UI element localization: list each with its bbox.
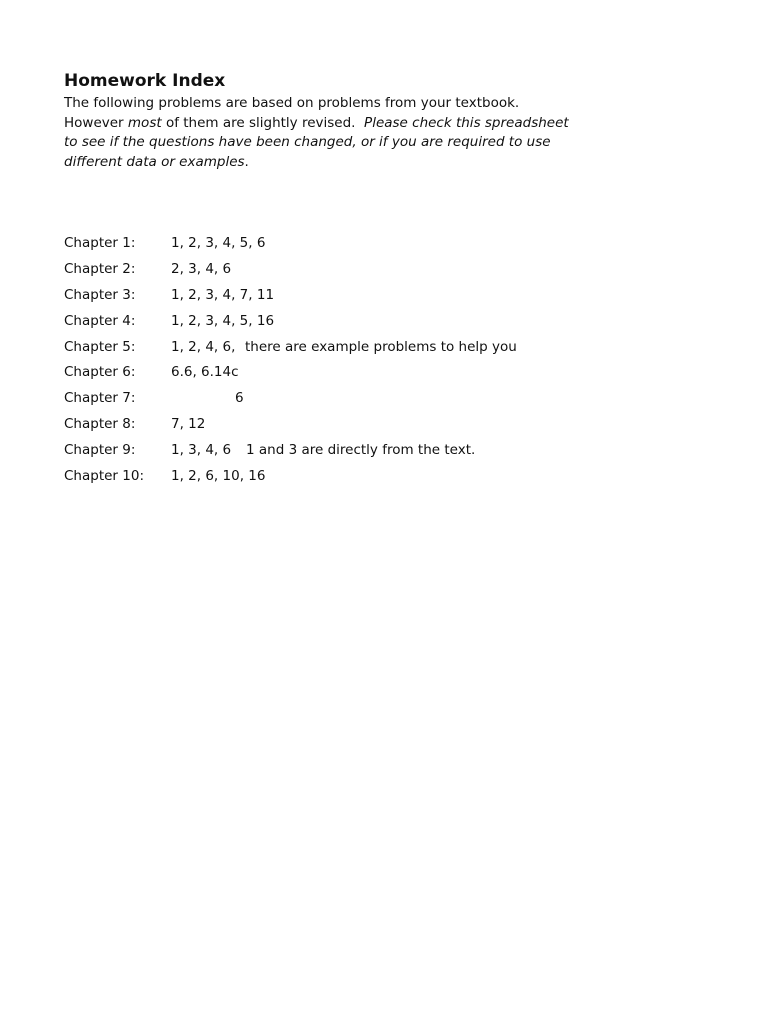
chapter-problems: 6.6, 6.14c [171, 364, 239, 381]
intro-line-2c: of them are slightly revised. [161, 114, 365, 131]
chapter-list [64, 234, 704, 493]
chapter-problems: 7, 12 [171, 416, 206, 433]
chapter-row [64, 441, 704, 467]
chapter-row [64, 286, 704, 312]
chapter-problems: 1, 2, 3, 4, 5, 6 [171, 235, 266, 251]
chapter-label: Chapter 3: [64, 286, 136, 303]
chapter-row [64, 389, 704, 415]
intro-line-2a: However [64, 114, 128, 131]
intro-line-3: to see if the questions have been changed, or if you are required to use [64, 134, 551, 150]
intro-line-2d: Please check this spreadsheet [364, 114, 569, 131]
document-page [64, 68, 704, 485]
chapter-label: Chapter 6: [64, 364, 136, 381]
chapter-problems: 1, 2, 3, 4, 5, 16 [171, 312, 275, 329]
chapter-note: there are example problems to help you [245, 338, 517, 355]
chapter-label: Chapter 5: [64, 338, 136, 355]
chapter-label: Chapter 2: [64, 260, 136, 277]
intro-line-1: The following problems are based on problems from your textbook. [64, 95, 520, 111]
intro-paragraph [64, 94, 704, 172]
chapter-row [64, 363, 704, 389]
chapter-label: Chapter 7: [64, 390, 136, 407]
chapter-label: Chapter 10: [64, 468, 144, 485]
chapter-problems: 1, 2, 6, 10, 16 [171, 468, 266, 485]
intro-line-4-end: . [244, 153, 249, 170]
chapter-problems: 1, 2, 4, 6, [171, 338, 236, 355]
chapter-label: Chapter 9: [64, 442, 136, 459]
chapter-problems: 6 [235, 390, 244, 407]
chapter-label: Chapter 1: [64, 235, 136, 251]
chapter-label: Chapter 8: [64, 416, 136, 433]
intro-line-4: different data or examples [64, 153, 245, 170]
chapter-row [64, 260, 704, 286]
chapter-problems: 1, 3, 4, 6 [171, 442, 232, 459]
chapter-problems: 1, 2, 3, 4, 7, 11 [171, 286, 275, 303]
page-title: Homework Index [64, 71, 226, 91]
chapter-row [64, 415, 704, 441]
intro-emphasis-most: most [127, 114, 162, 131]
chapter-problems: 2, 3, 4, 6 [171, 260, 232, 277]
chapter-note: 1 and 3 are directly from the text. [246, 442, 476, 459]
chapter-row [64, 312, 704, 338]
chapter-row [64, 338, 704, 364]
chapter-row [64, 234, 704, 260]
chapter-row [64, 467, 704, 493]
chapter-label: Chapter 4: [64, 312, 136, 329]
